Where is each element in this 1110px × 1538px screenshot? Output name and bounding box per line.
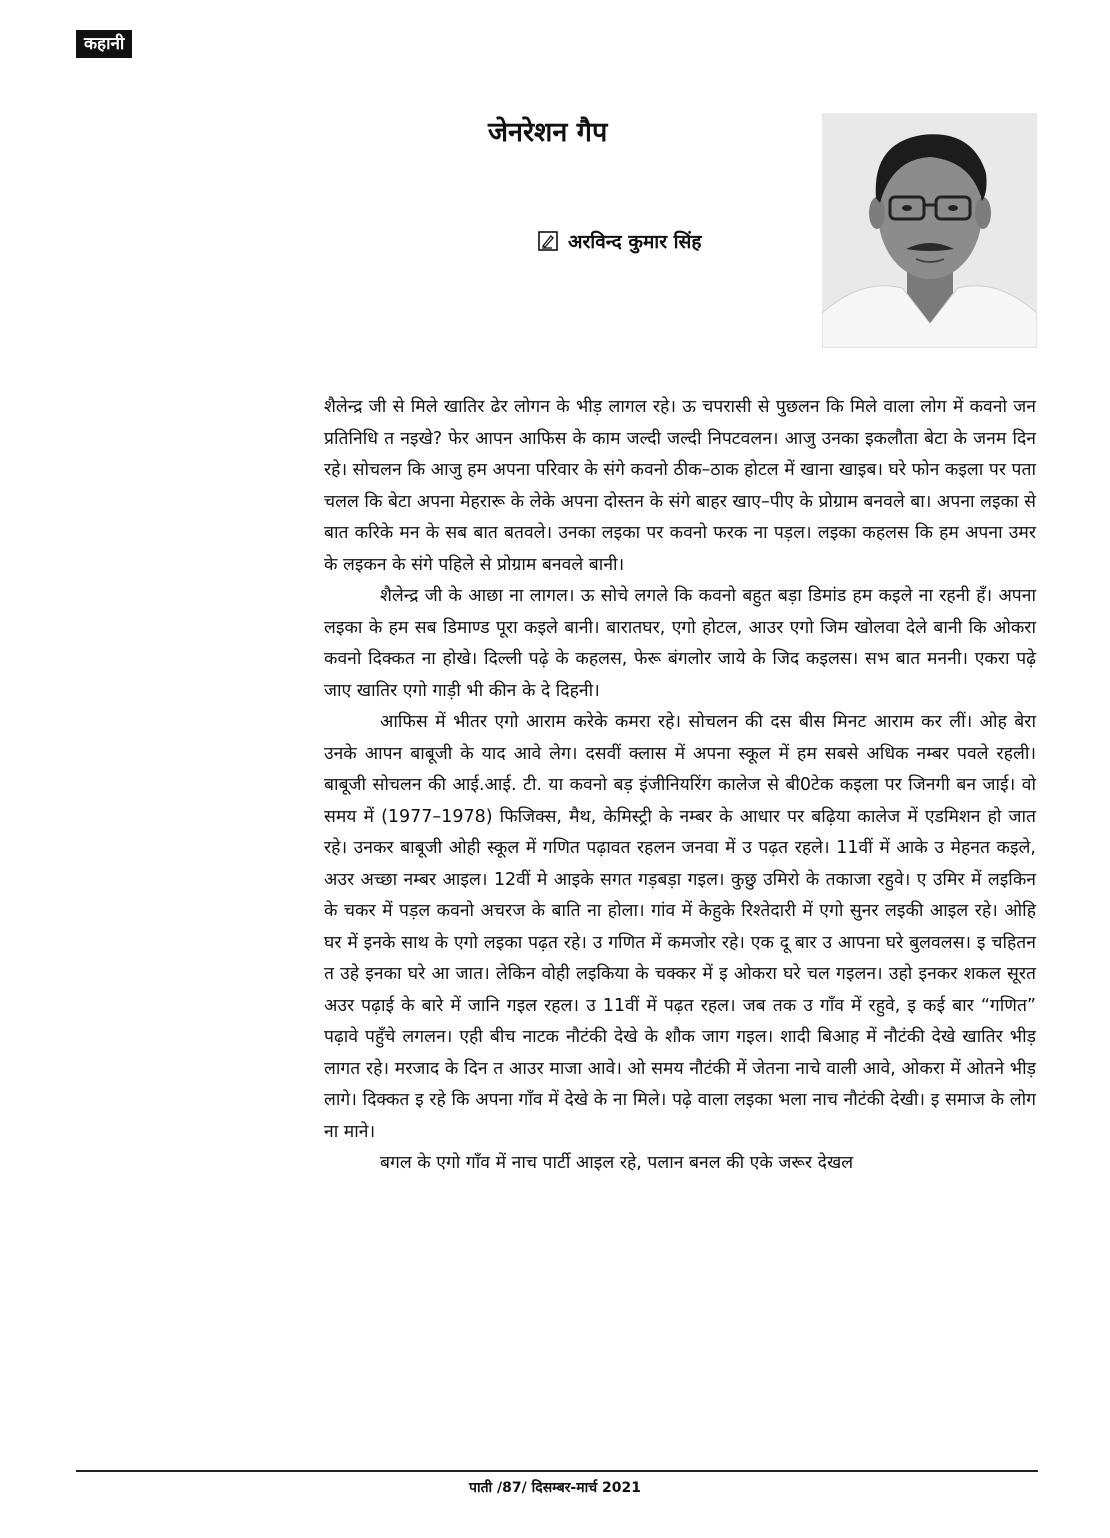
author-byline xyxy=(538,228,701,254)
paragraph: आफिस में भीतर एगो आराम करेके कमरा रहे। सोचलन की दस बीस मिनट आराम कर लीं। ओह बेरा उनके आपन बाबूजी के याद आवे लेग। दसवीं क्लास में अपना स्कूल में हम सबसे अधिक नम्बर पवले रहली। बाबूजी सोचलन की आई.आई. टी. या कवनो बड़ इंजीनियरिंग कालेज से बी0टेक कइला पर जिनगी बन जाई। वो समय में (1977–1978) फिजिक्स, मैथ, केमिस्ट्री के नम्बर के आधार पर बढ़िया कालेज में एडमिशन हो जात रहे। उनकर बाबूजी ओही स्कूल में गणित पढ़ावत रहलन जनवा में उ पढ़त रहले। 11वीं में आके उ मेहनत कइले, अउर अच्छा नम्बर आइल। 12वीं मे आइके सगत गड़बड़ा गइल। कुछु उमिरो के तकाजा रहुवे। ए उमिर में लइकिन के चकर में पड़ल कवनो अचरज के बाति ना होला। गांव में केहुके रिश्तेदारी में एगो सुनर लइकी आइल रहे। ओहि घर में इनके साथ के एगो लइका पढ़त रहे। उ गणित में कमजोर रहे। एक दू बार उ आपना घरे बुलवलस। इ चहितन त उहे इनका घरे आ जात। लेकिन वोही लइकिया के चक्कर में इ ओकरा घरे चल गइलन। उहो इनकर शकल सूरत अउर पढ़ाई के बारे में जानि गइल रहल। उ 11वीं में पढ़त रहल। जब तक उ गाँव में रहुवे, इ कई बार “गणित” पढ़ावे पहुँचे लगलन। एही बीच नाटक नौटंकी देखे के शौक जाग गइल। शादी बिआह में नौटंकी देखे खातिर भीड़ लागत रहे। मरजाद के दिन त आउर माजा आवे। ओ समय नौटंकी में जेतना नाचे वाली आवे, ओकरा में ओतने भीड़ लागे। दिक्कत इ रहे कि अपना गाँव में देखे के ना मिले। पढ़े वाला लइका भला नाच नौटंकी देखी। इ समाज के लोग ना माने। xyxy=(324,712,1036,1142)
article-body xyxy=(324,392,1036,1180)
author-name: अरविन्द कुमार सिंह xyxy=(568,231,702,253)
author-photo xyxy=(822,113,1037,348)
footer-divider xyxy=(76,1470,1038,1472)
pen-writing-icon xyxy=(538,231,558,251)
paragraph: शैलेन्द्र जी के आछा ना लागल। ऊ सोचे लगले कि कवनो बहुत बड़ा डिमांड हम कइले ना रहनी हँ। अपना लइका के हम सब डिमाण्ड पूरा कइले बानी। बारातघर, एगो होटल, आउर एगो जिम खोलवा देले बानी कि ओकरा कवनो दिक्कत ना होखे। दिल्ली पढ़े के कहलस, फेरू बंगलोर जाये के जिद कइलस। सभ बात मननी। एकरा पढ़े जाए खातिर एगो गाड़ी भी कीन के दे दिहनी। xyxy=(324,586,1036,701)
paragraph: बगल के एगो गाँव में नाच पार्टी आइल रहे, पलान बनल की एके जरूर देखल xyxy=(380,1153,854,1173)
paragraph: शैलेन्द्र जी से मिले खातिर ढेर लोगन के भीड़ लागल रहे। ऊ चपरासी से पुछलन कि मिले वाला लोग में कवनो जन प्रतिनिधि त नइखे? फेर आपन आफिस के काम जल्दी जल्दी निपटवलन। आजु उनका इकलौता बेटा के जनम दिन रहे। सोचलन कि आजु हम अपना परिवार के संगे कवनो ठीक–ठाक होटल में खाना खाइब। घरे फोन कइला पर पता चलल कि बेटा अपना मेहरारू के लेके अपना दोस्तन के संगे बाहर खाए–पीए के प्रोग्राम बनवले बा। अपना लइका से बात करिके मन के सब बात बतवले। उनका लइका पर कवनो फरक ना पड़ल। लइका कहलस कि हम अपना उमर के लइकन के संगे पहिले से प्रोग्राम बनवले बानी। xyxy=(324,397,1036,575)
story-title: जेनरेशन गैप xyxy=(488,117,608,148)
section-label: कहानी xyxy=(76,30,132,58)
page-footer: पाती /87/ दिसम्बर-मार्च 2021 xyxy=(469,1480,641,1496)
